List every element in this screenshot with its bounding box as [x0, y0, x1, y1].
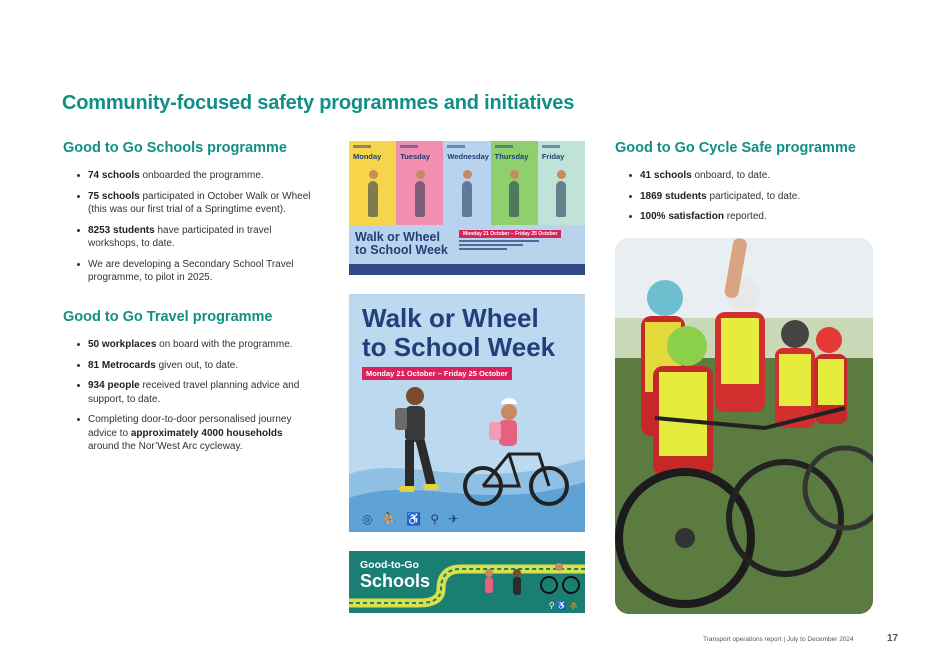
list-item: 934 people received travel planning advice and support, to date. — [75, 379, 315, 406]
banner-title: Good-to-Go Schools — [360, 559, 431, 591]
travel-section-title: Good to Go Travel programme — [63, 309, 273, 325]
day-column-monday — [349, 141, 396, 225]
day-label: Thursday — [494, 152, 529, 161]
banner-mode-icons: ⚲ ♿ ⛹ — [548, 601, 579, 610]
poster-day-columns — [349, 141, 585, 225]
list-item: 1869 students participated, to date. — [627, 190, 867, 204]
list-item: 74 schools onboarded the programme. — [75, 169, 323, 183]
day-label: Monday — [353, 152, 382, 161]
footer-text: Transport operations report | July to December 2024 — [703, 636, 854, 643]
poster-title: Walk or Wheel to School Week — [362, 303, 556, 362]
child-figure — [556, 181, 566, 217]
list-item: 75 schools participated in October Walk or Wheel (this was our first trial of a Springtime event). — [75, 190, 323, 217]
day-column-tuesday — [396, 141, 443, 225]
good-to-go-schools-banner — [349, 551, 585, 613]
list-item: 8253 students have participated in travel workshops, to date. — [75, 224, 323, 251]
poster-title: Walk or Wheel to School Week — [355, 230, 448, 257]
poster-footer-bar — [349, 264, 585, 275]
walking-adult-and-cyclist-illustration — [379, 382, 569, 512]
day-column-thursday — [491, 141, 538, 225]
day-label: Wednesday — [447, 152, 489, 161]
cycle-section-title: Good to Go Cycle Safe programme — [615, 140, 856, 156]
cycle-list — [627, 169, 867, 231]
walk-or-wheel-poster — [349, 294, 585, 532]
day-label: Tuesday — [400, 152, 431, 161]
children-cycling-photo — [615, 238, 873, 614]
poster-date-badge: Monday 21 October – Friday 25 October — [459, 230, 561, 238]
list-item: 50 workplaces on board with the programme. — [75, 338, 315, 352]
poster-date-badge: Monday 21 October – Friday 25 October — [362, 367, 512, 380]
walk-or-wheel-weekly-poster — [349, 141, 585, 275]
list-item: 100% satisfaction reported. — [627, 210, 867, 224]
poster-fine-print — [459, 240, 539, 252]
page-title: Community-focused safety programmes and initiatives — [62, 92, 575, 114]
schools-list — [75, 169, 323, 292]
day-column-friday — [538, 141, 585, 225]
list-item: We are developing a Secondary School Travel programme, to pilot in 2025. — [75, 258, 323, 285]
child-figure — [509, 181, 519, 217]
list-item: 81 Metrocards given out, to date. — [75, 359, 315, 373]
list-item: 41 schools onboard, to date. — [627, 169, 867, 183]
travel-list — [75, 338, 315, 461]
list-item: Completing door-to-door personalised journey advice to approximately 4000 households around the Nor’West Arc cycleway. — [75, 413, 315, 454]
child-figure — [415, 181, 425, 217]
child-figure — [368, 181, 378, 217]
day-column-wednesday — [443, 141, 490, 225]
schools-section-title: Good to Go Schools programme — [63, 140, 287, 156]
page-number: 17 — [887, 633, 899, 644]
child-figure — [462, 181, 472, 217]
poster-mode-icons: ◎ ⛹ ♿ ⚲ ✈ — [362, 512, 462, 526]
day-label: Friday — [541, 152, 565, 161]
